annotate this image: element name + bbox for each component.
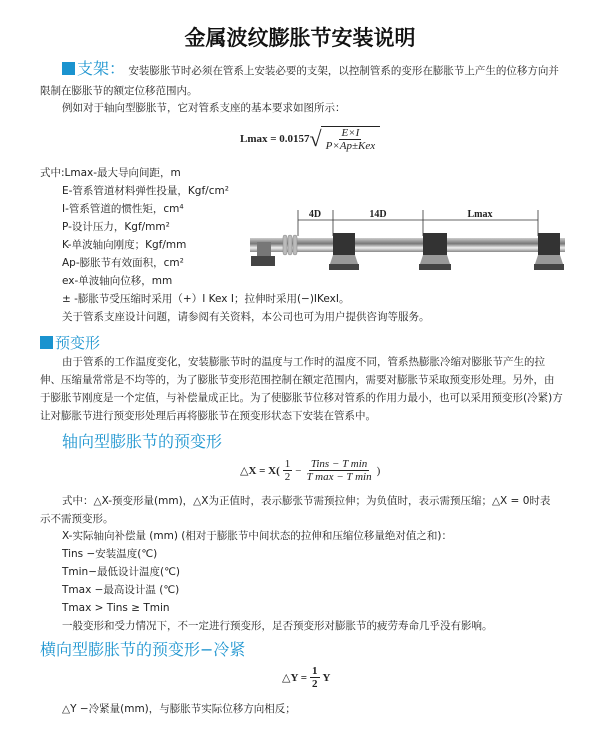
sqrt-sign: √ $\frac{E\times I}{\text{P×Ap±Kex}}$: [310, 126, 381, 152]
para-line: 由于管系的工作温度变化，安装膨胀节时的温度与工作时的温度不同，管系热膨胀冷缩对膨胀节产生的拉: [62, 356, 545, 368]
numerator: 1: [284, 458, 291, 470]
minus-sign: −: [295, 464, 302, 477]
text-line: 限制在膨胀节的额定位移范围内。: [40, 85, 198, 97]
support-intro: [62, 59, 559, 78]
para-line: 于膨胀节刚度是一个定值，与补偿量成正比。为了使膨胀节位移对管系的作用力最小，也可以采用预变形(冷紧)方: [40, 392, 563, 404]
section-heading-support: 支架：: [77, 59, 126, 78]
square-bullet-icon: [62, 62, 75, 75]
page-title: 金属波纹膨胀节安装说明: [184, 26, 416, 50]
def-line: E-管系管道材料弹性投量，Kgf/cm²: [62, 185, 229, 197]
formula-lhs: Lmax = 0.0157: [240, 133, 310, 145]
def-line: I-管系管道的惯性矩，cm⁴: [62, 203, 184, 215]
formula-rhs: ): [376, 464, 381, 477]
text-line: Tmax > Tins ≥ Tmin: [62, 602, 170, 614]
def-line: ex-单波轴向位移，mm: [62, 275, 173, 287]
section-heading-predeform: [40, 334, 100, 352]
section-heading-lateral: 横向型膨胀节的预变形−冷紧: [40, 640, 246, 659]
formula-lhs: △Y =: [282, 672, 308, 684]
formula-lmax: [240, 126, 380, 152]
def-line: 关于管系支座设计问题，请参阅有关资料，本公司也可为用户提供咨询等服务。: [62, 311, 430, 323]
denominator: 2: [284, 471, 291, 483]
text-line: 式中：△X-预变形量(mm)，△X为正值时，表示膨张节需预拉伸；为负值时，表示需预压缩；△X = 0时表: [62, 495, 551, 507]
formula-rhs: Y: [322, 671, 331, 684]
def-line: Ap-膨胀节有效面积，cm²: [62, 257, 184, 269]
text-line: 安装膨胀节时必须在管系上安装必要的支架，以控制管系的变形在膨胀节上产生的位移方向并: [128, 65, 559, 77]
denominator: P×Ap±Kex: [325, 140, 376, 152]
text-line: Tmin−最低设计温度(℃): [62, 566, 180, 578]
heading-text: 预变形: [55, 334, 101, 352]
dim-label-14d: 14D: [369, 209, 387, 220]
formula-delta-y: [282, 665, 330, 690]
def-line: K-单波轴向刚度；Kgf/mm: [62, 239, 187, 251]
text-line: Tmax −最高设计温 (℃): [62, 584, 180, 596]
dim-label-4d: 4D: [308, 209, 322, 220]
def-line: 式中:Lmax-最大导向间距，m: [40, 167, 181, 179]
para-line: 让对膨胀节进行预变形处理后再将膨胀节在预变形状态下安装在管系中。: [40, 410, 376, 422]
text-line: Tins −安装温度(℃): [62, 548, 158, 560]
pipe-support-diagram: [245, 200, 565, 275]
dim-label-lmax: Lmax: [467, 209, 493, 220]
denominator: T max − T min: [306, 471, 372, 483]
numerator: E×I: [341, 127, 360, 139]
def-line: ± -膨胀节受压缩时采用（+）I Kex I；拉伸时采用(−)IKexI。: [62, 293, 350, 305]
def-line: P-设计压力，Kgf/mm²: [62, 221, 170, 233]
formula-delta-x: [240, 458, 380, 483]
text-line: 示不需预变形。: [40, 513, 114, 525]
para-line: 伸、压缩量常常是不均等的，为了膨胀节变形范围控制在额定范围内，需要对膨胀节采取预变形处理。另外，由: [40, 374, 555, 386]
denominator: 2: [312, 678, 318, 690]
text-line: 例如对于轴向型膨胀节，它对管系支座的基本要求如图所示：: [62, 102, 346, 114]
section-heading-axial: 轴向型膨胀节的预变形: [62, 432, 223, 451]
square-bullet-icon: [40, 336, 53, 349]
text-line: X-实际轴向补偿量 (mm) (相对于膨胀节中间状态的拉伸和压缩位移量绝对值之和)：: [62, 530, 452, 542]
numerator: 1: [312, 665, 318, 677]
text-line: 一般变形和受力情况下，不一定进行预变形，足否预变形对膨胀节的疲劳寿命几乎没有影响。: [62, 620, 493, 632]
formula-lhs: △X = X(: [240, 465, 280, 477]
numerator: Tins − T min: [310, 458, 368, 470]
text-line: △Y −冷紧量(mm)，与膨胀节实际位移方向相反；: [62, 703, 296, 715]
